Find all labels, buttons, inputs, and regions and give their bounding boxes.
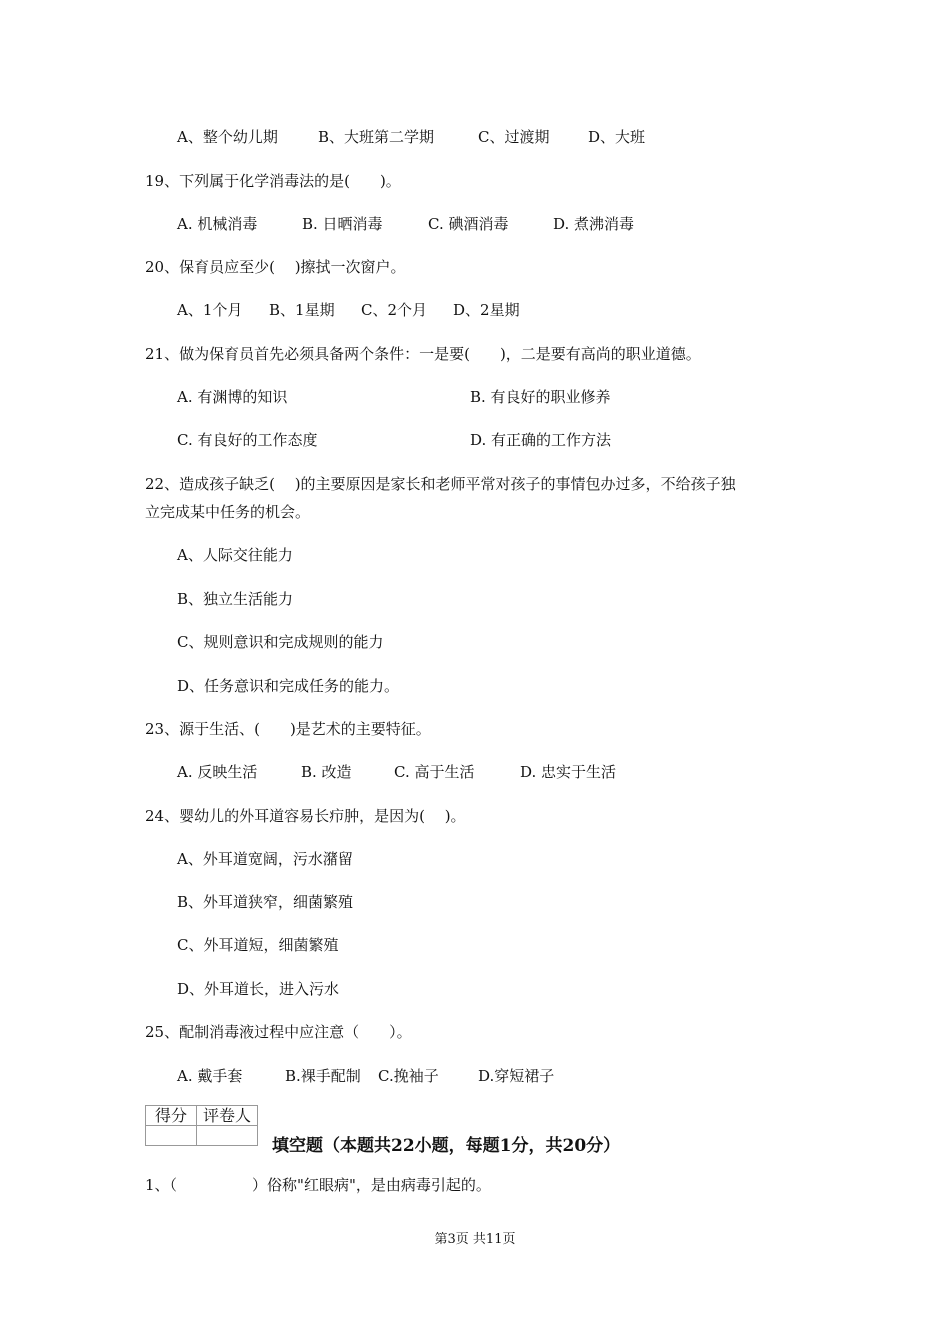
q18-option-b: B、大班第二学期 <box>318 128 435 146</box>
q19-option-b: B. 日晒消毒 <box>302 215 383 233</box>
q21-option-c: C. 有良好的工作态度 <box>177 431 318 449</box>
q25-option-b: B.裸手配制 <box>285 1067 361 1085</box>
q23-stem: 23、源于生活、( )是艺术的主要特征。 <box>145 720 431 738</box>
fill1-stem: 1、（ ）俗称"红眼病"，是由病毒引起的。 <box>145 1176 491 1194</box>
q19-option-a: A. 机械消毒 <box>177 215 258 233</box>
q19-options <box>177 214 634 234</box>
q24-option-b: B、外耳道狭窄，细菌繁殖 <box>177 893 354 911</box>
q20-option-b: B、1星期 <box>269 301 335 319</box>
q24-option-c: C、外耳道短，细菌繁殖 <box>177 936 339 954</box>
q22-option-c: C、规则意识和完成规则的能力 <box>177 633 384 651</box>
q20-stem: 20、保育员应至少( )擦拭一次窗户。 <box>145 258 406 276</box>
q20-option-d: D、2星期 <box>453 301 520 319</box>
grader-header: 评卷人 <box>197 1106 258 1126</box>
q20-options <box>177 300 520 320</box>
q18-option-c: C、过渡期 <box>478 128 550 146</box>
q22-option-b: B、独立生活能力 <box>177 590 294 608</box>
q22-stem-line1: 22、造成孩子缺乏( )的主要原因是家长和老师平常对孩子的事情包办过多，不给孩子独 <box>145 475 736 493</box>
q22-option-d: D、任务意识和完成任务的能力。 <box>177 677 400 695</box>
q18-option-a: A、整个幼儿期 <box>177 128 278 146</box>
q24-option-a: A、外耳道宽阔，污水潴留 <box>177 850 353 868</box>
q18-options <box>177 127 645 147</box>
q20-option-a: A、1个月 <box>177 301 243 319</box>
q21-option-b: B. 有良好的职业修养 <box>470 388 611 406</box>
q23-option-d: D. 忠实于生活 <box>520 763 617 781</box>
grader-cell[interactable] <box>197 1126 258 1146</box>
q23-option-a: A. 反映生活 <box>177 763 258 781</box>
q24-option-d: D、外耳道长，进入污水 <box>177 980 340 998</box>
q21-option-d: D. 有正确的工作方法 <box>470 431 612 449</box>
q23-options <box>177 762 616 782</box>
q22-stem-line2: 立完成某中任务的机会。 <box>145 503 311 521</box>
section-title: 填空题（本题共22小题，每题1分，共20分） <box>272 1136 621 1156</box>
q25-option-c: C.挽袖子 <box>378 1067 439 1085</box>
score-cell[interactable] <box>146 1126 197 1146</box>
q19-option-c: C. 碘酒消毒 <box>428 215 509 233</box>
q25-options <box>177 1066 554 1086</box>
q22-option-a: A、人际交往能力 <box>177 546 293 564</box>
q23-option-b: B. 改造 <box>301 763 352 781</box>
q21-option-a: A. 有渊博的知识 <box>177 388 288 406</box>
score-table <box>145 1105 258 1146</box>
q20-option-c: C、2个月 <box>361 301 428 319</box>
q25-option-d: D.穿短裙子 <box>478 1067 555 1085</box>
page-footer: 第3页 共11页 <box>434 1232 516 1247</box>
q23-option-c: C. 高于生活 <box>394 763 475 781</box>
q25-stem: 25、配制消毒液过程中应注意（ ）。 <box>145 1023 412 1041</box>
q24-stem: 24、婴幼儿的外耳道容易长疖肿，是因为( )。 <box>145 807 466 825</box>
q19-option-d: D. 煮沸消毒 <box>553 215 635 233</box>
q25-option-a: A. 戴手套 <box>177 1067 243 1085</box>
q18-option-d: D、大班 <box>588 128 646 146</box>
q21-stem: 21、做为保育员首先必须具备两个条件：一是要( )，二是要有高尚的职业道德。 <box>145 345 701 363</box>
q19-stem: 19、下列属于化学消毒法的是( )。 <box>145 172 401 190</box>
score-header: 得分 <box>146 1106 197 1126</box>
